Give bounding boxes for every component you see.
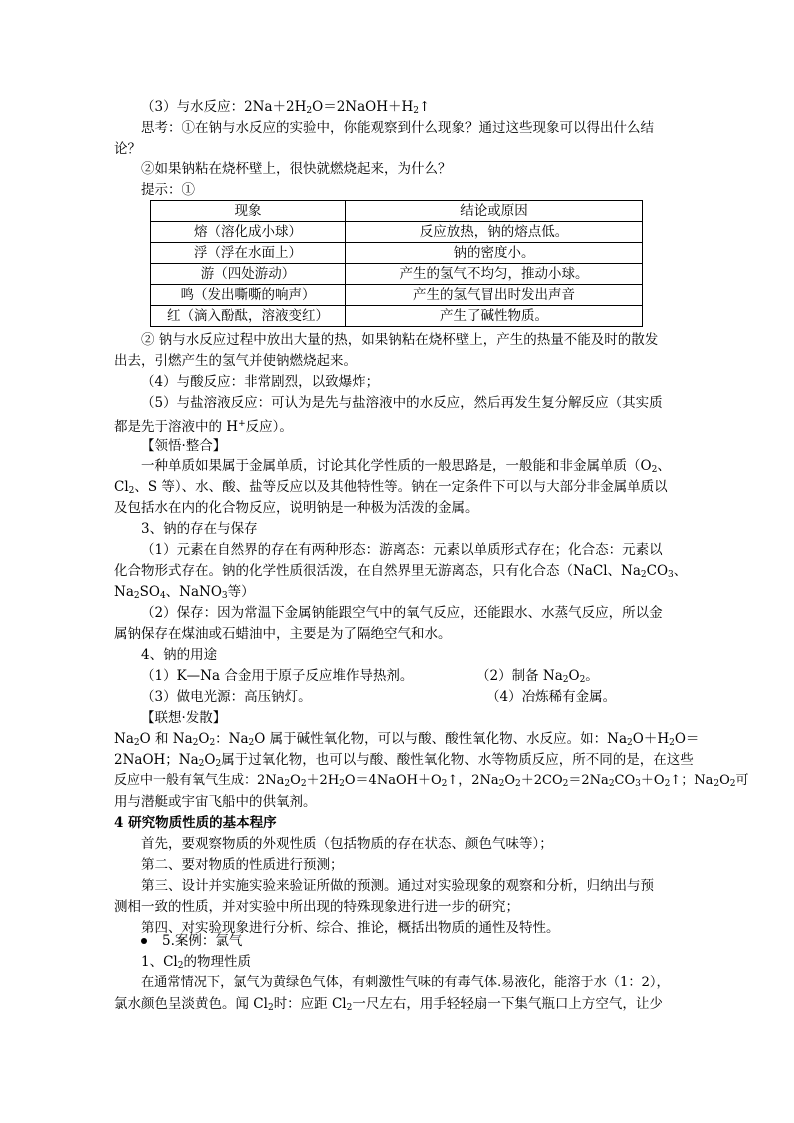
paragraph-line: 一种单质如果属于金属单质，讨论其化学性质的一般思路是，一般能和非金属单质（$O_2$、 [141, 458, 671, 475]
table-cell: 浮（浮在水面上） [151, 243, 346, 264]
section-heading: 【联想·发散】 [141, 710, 227, 726]
table-row [151, 264, 643, 285]
section-heading: 【领悟·整合】 [141, 438, 227, 454]
paragraph-line: 第四、对实验现象进行分析、综合、推论，概括出物质的通性及特性。 [141, 920, 560, 936]
table-cell: 熔（溶化成小球） [151, 222, 346, 243]
table-row [151, 222, 643, 243]
section-title: 4 研究物质性质的基本程序 [114, 815, 277, 831]
paragraph-line: 第三、设计并实施实验来验证所做的预测。通过对实验现象的观察和分析，归纳出与预 [141, 878, 654, 894]
paragraph-line: （5）与盐溶液反应：可认为是先与盐溶液中的水反应，然后再发生复分解反应（其实质 [141, 395, 663, 411]
bullet-icon [141, 938, 147, 944]
paragraph-line: （2）保存：因为常温下金属钠能跟空气中的氧气反应，还能跟水、水蒸气反应，所以金 [141, 605, 663, 621]
question-line-cont: 论？ [114, 141, 141, 157]
table-row [151, 285, 643, 306]
paragraph-line: 2NaOH；$Na_2O_2$属于过氧化物，也可以与酸、酸性氧化物、水等物质反应，所不同的是，在这些 [114, 752, 694, 769]
table-row [151, 306, 643, 327]
paragraph-line: 化合物形式存在。钠的化学性质很活泼，在自然界里无游离态，只有化合态（NaCl、$Na_2CO_3$、 [114, 563, 688, 580]
paragraph-line: 在通常情况下，氯气为黄绿色气体，有刺激性气味的有毒气体.易液化，能溶于水（1：2）， [141, 975, 670, 990]
table-cell: 游（四处游动） [151, 264, 346, 285]
usage-item: （2）制备 $Na_2O_2$。 [476, 668, 599, 685]
case-heading: 5.案例：氯气 [162, 933, 243, 949]
paragraph-line: 测相一致的性质，并对实验中所出现的特殊现象进行进一步的研究； [114, 899, 519, 915]
usage-item: （1）K—Na 合金用于原子反应堆作导热剂。 [141, 668, 414, 684]
paragraph-line: 及包括水在内的化合物反应，说明钠是一种极为活泼的金属。 [114, 500, 479, 516]
question-line: 思考：①在钠与水反应的实验中，你能观察到什么现象？通过这些现象可以得出什么结 [141, 120, 654, 136]
usage-item: （4）冶炼稀有金属。 [486, 689, 617, 705]
table-header: 结论或原因 [346, 201, 643, 222]
table-row [151, 243, 643, 264]
water-reaction-line: （3）与水反应：$2Na+2H_2O=2NaOH+H_2↑$ [141, 99, 431, 116]
paragraph-line: （4）与酸反应：非常剧烈，以致爆炸； [141, 374, 380, 390]
paragraph-line: 属钠保存在煤油或石蜡油中，主要是为了隔绝空气和水。 [114, 626, 452, 642]
section-heading: 4、钠的用途 [141, 647, 218, 663]
paragraph-line: 出去，引燃产生的氢气并使钠燃烧起来。 [114, 353, 357, 369]
section-heading: 1、$Cl_2$的物理性质 [141, 954, 251, 971]
paragraph-line: $Cl_2$、S 等）、水、酸、盐等反应以及其他特性等。钠在一定条件下可以与大部分非金属单质以 [114, 479, 668, 496]
table-header-row [151, 201, 643, 222]
paragraph-line: ② 钠与水反应过程中放出大量的热，如果钠粘在烧杯壁上，产生的热量不能及时的散发 [141, 332, 659, 348]
table-cell: 反应放热，钠的熔点低。 [346, 222, 643, 243]
table-cell: 产生的氢气不均匀，推动小球。 [346, 264, 643, 285]
table-cell: 钠的密度小。 [346, 243, 643, 264]
section-heading: 3、钠的存在与保存 [141, 521, 258, 537]
paragraph-line: 都是先于溶液中的 H+反应）。 [114, 419, 293, 435]
paragraph-line: 反应中一般有氧气生成：$2Na_2O_2+2H_2O=4NaOH+O_2↑$，$2Na_2O_2+2CO_2=2Na_2CO_3+O_2↑$；$Na_2O_2$可 [114, 773, 749, 789]
paragraph-line: $Na_2O$ 和 $Na_2O_2$：$Na_2O$ 属于碱性氧化物，可以与酸、酸性氧化物、水反应。如：$Na_2O+H_2O=$ [114, 731, 700, 748]
hint-label: 提示：① [141, 182, 195, 198]
table-cell: 红（滴入酚酞，溶液变红） [151, 306, 346, 327]
paragraph-line: 第二、要对物质的性质进行预测； [141, 857, 344, 873]
table-cell: 产生的氢气冒出时发出声音 [346, 285, 643, 306]
observation-table [150, 200, 643, 327]
paragraph-line: 用与潜艇或宇宙飞船中的供氧剂。 [114, 794, 317, 810]
question-2: ②如果钠粘在烧杯壁上，很快就燃烧起来，为什么？ [141, 161, 452, 177]
usage-item: （3）做电光源：高压钠灯。 [141, 689, 312, 705]
table-header: 现象 [151, 201, 346, 222]
paragraph-line: $Na_2SO_4$、NaNO$_3$等） [114, 584, 255, 601]
paragraph-line: 氯水颜色呈淡黄色。闻 $Cl_2$时：应距 $Cl_2$一尺左右，用手轻轻扇一下集气瓶口上方空气，让少 [114, 996, 663, 1013]
table-cell: 产生了碱性物质。 [346, 306, 643, 327]
paragraph-line: 首先，要观察物质的外观性质（包括物质的存在状态、颜色气味等）； [141, 836, 553, 852]
paragraph-line: （1）元素在自然界的存在有两种形态：游离态：元素以单质形式存在；化合态：元素以 [141, 542, 663, 558]
table-cell: 鸣（发出嘶嘶的响声） [151, 285, 346, 306]
